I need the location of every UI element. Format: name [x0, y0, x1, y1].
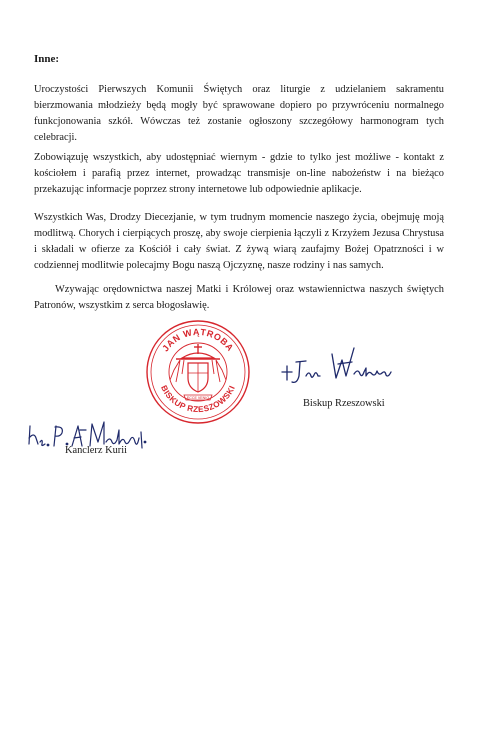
episcopal-seal-stamp: [144, 318, 252, 426]
chancellor-title: Kanclerz Kurii: [65, 445, 128, 456]
paragraph-prayer: Wszystkich Was, Drodzy Diecezjanie, w tym trudnym momencie naszego życia, obejmuję moją modlitwą. Chorych i cierpiących proszę, aby swoje cierpienia łączyli z Krzyżem Jezusa Chrystusa i składali w ofierze za Kościół i cały świat. Z żywą wiarą zaufajmy Bożej Opatrzności i w codziennej modlitwie polecajmy Bogu naszą Ojczyznę, nasze rodziny i nas samych.: [34, 212, 444, 271]
paragraph-communion: Uroczystości Pierwszych Komunii Świętych oraz liturgie z udzielaniem sakramentu bierzmowania młodzieży będą mogły być sprawowane dopiero po przywróceniu normalnego funkcjonowania szkół. Wówczas też zostanie ogłoszony szczegółowy harmonogram tych celebracji.: [34, 84, 444, 143]
svg-text:JAN WĄTROBA: JAN WĄTROBA: [160, 326, 236, 354]
svg-text:BISKUP RZESZOWSKI: BISKUP RZESZOWSKI: [159, 383, 237, 415]
bishop-signature: [276, 346, 394, 388]
paragraph-online-contact: Zobowiązuję wszystkich, aby udostępniać wiernym - gdzie to tylko jest możliwe - kontakt z kościołem i parafią przez internet, prowadząc transmisje on-line nabożeństw i na bieżąco przekazując informacje poprzez strony internetowe lub odpowiednie aplikacje.: [34, 152, 444, 195]
section-heading: Inne:: [34, 53, 60, 65]
paragraph-blessing: Wzywając orędownictwa naszej Matki i Królowej oraz wstawiennictwa naszych świętych Patronów, wszystkim z serca błogosławię.: [34, 284, 444, 311]
bishop-title: Biskup Rzeszowski: [303, 398, 385, 409]
svg-text:ECCE VENIO: ECCE VENIO: [186, 396, 210, 400]
